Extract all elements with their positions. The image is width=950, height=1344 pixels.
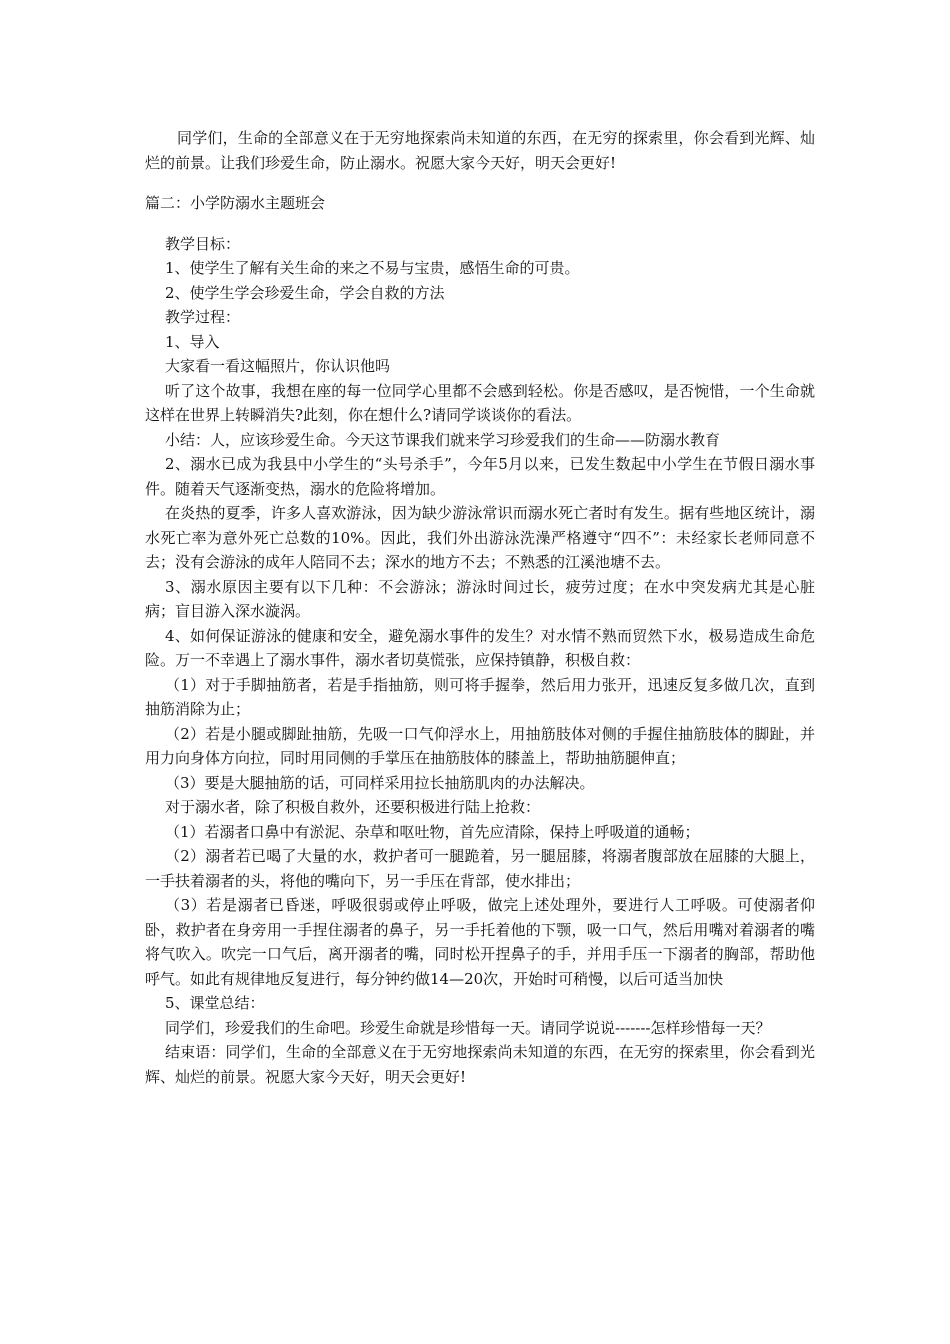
closing-paragraph: 结束语：同学们，生命的全部意义在于无穷地探索尚未知道的东西，在无穷的探索里，你会看到光辉、灿烂的前景。祝愿大家今天好，明天会更好! xyxy=(145,1043,815,1086)
section-title: 篇二：小学防溺水主题班会 xyxy=(145,194,326,212)
intro-paragraph: 同学们，生命的全部意义在于无穷地探索尚未知道的东西，在无穷的探索里，你会看到光辉、灿烂的前景。让我们珍爱生命，防止溺水。祝愿大家今天好，明天会更好! xyxy=(145,129,815,172)
teaching-process-heading: 教学过程： xyxy=(165,308,241,326)
body-paragraph: 听了这个故事，我想在座的每一位同学心里都不会感到轻松。你是否感叹，是否惋惜，一个生命就这样在世界上转瞬消失?此刻，你在想什么?请同学谈谈你的看法。 xyxy=(145,381,815,424)
summary-paragraph: 小结：人，应该珍爱生命。今天这节课我们就来学习珍爱我们的生命——防溺水教育 xyxy=(165,430,721,449)
step-3-paragraph: 3、溺水原因主要有以下几种：不会游泳；游泳时间过长，疲劳过度；在水中突发病尤其是心脏病；盲目游入深水漩涡。 xyxy=(145,577,815,620)
rescue-item-2: （2）溺者若已喝了大量的水，救护者可一腿跪着，另一腿屈膝，将溺者腹部放在屈膝的大腿上，一手扶着溺者的头，将他的嘴向下，另一手压在背部，使水排出； xyxy=(145,847,815,890)
self-rescue-item-2: （2）若是小腿或脚趾抽筋，先吸一口气仰浮水上，用抽筋肢体对侧的手握住抽筋肢体的脚趾，并用力向身体方向拉，同时用同侧的手掌压在抽筋肢体的膝盖上，帮助抽筋腿伸直； xyxy=(145,724,815,767)
teaching-goal-heading: 教学目标： xyxy=(165,234,241,253)
self-rescue-item-3: （3）要是大腿抽筋的话，可同样采用拉长抽筋肌肉的办法解决。 xyxy=(165,773,595,792)
step-2-paragraph: 2、溺水已成为我县中小学生的“头号杀手”，今年5月以来，已发生数起中小学生在节假日溺水事件。随着天气逐渐变热，溺水的危险将增加。 xyxy=(145,455,815,498)
body-paragraph: 在炎热的夏季，许多人喜欢游泳，因为缺少游泳常识而溺水死亡者时有发生。据有些地区统计，溺水死亡率为意外死亡总数的10%。因此，我们外出游泳洗澡严格遵守“四不”：未经家长老师同意不去；没有会游泳的成年人陪同不去；深水的地方不去；不熟悉的江溪池塘不去。 xyxy=(145,504,815,571)
step-1-heading: 1、导入 xyxy=(165,332,220,351)
rescue-item-3: （3）若是溺者已昏迷，呼吸很弱或停止呼吸，做完上述处理外，要进行人工呼吸。可使溺者仰卧，救护者在身旁用一手捏住溺者的鼻子，另一手托着他的下颚，吸一口气，然后用嘴对着溺者的嘴将气吹入。吹完一口气后，离开溺者的嘴，同时松开捏鼻子的手，并用手压一下溺者的胸部，帮助他呼气。如此有规律地反复进行，每分钟约做14—20次，开始时可稍慢，以后可适当加快 xyxy=(145,896,815,988)
body-paragraph: 大家看一看这幅照片，你认识他吗 xyxy=(165,357,391,375)
self-rescue-item-1: （1）对于手脚抽筋者，若是手指抽筋，则可将手握拳，然后用力张开，迅速反复多做几次，直到抽筋消除为止； xyxy=(145,675,815,718)
goal-item-1: 1、使学生了解有关生命的来之不易与宝贵，感悟生命的可贵。 xyxy=(165,259,580,277)
body-paragraph: 同学们，珍爱我们的生命吧。珍爱生命就是珍惜每一天。请同学说说-------怎样珍惜每一天？ xyxy=(165,1018,771,1037)
step-5-heading: 5、课堂总结： xyxy=(165,994,265,1012)
goal-item-2: 2、使学生学会珍爱生命，学会自救的方法 xyxy=(165,283,445,302)
step-4-paragraph: 4、如何保证游泳的健康和安全，避免溺水事件的发生？对水情不熟而贸然下水，极易造成生命危险。万一不幸遇上了溺水事件，溺水者切莫慌张，应保持镇静，积极自救： xyxy=(145,626,815,669)
document-page xyxy=(145,126,815,1089)
body-paragraph: 对于溺水者，除了积极自救外，还要积极进行陆上抢救： xyxy=(165,798,541,816)
rescue-item-1: （1）若溺者口鼻中有淤泥、杂草和呕吐物，首先应清除，保持上呼吸道的通畅； xyxy=(165,822,700,841)
